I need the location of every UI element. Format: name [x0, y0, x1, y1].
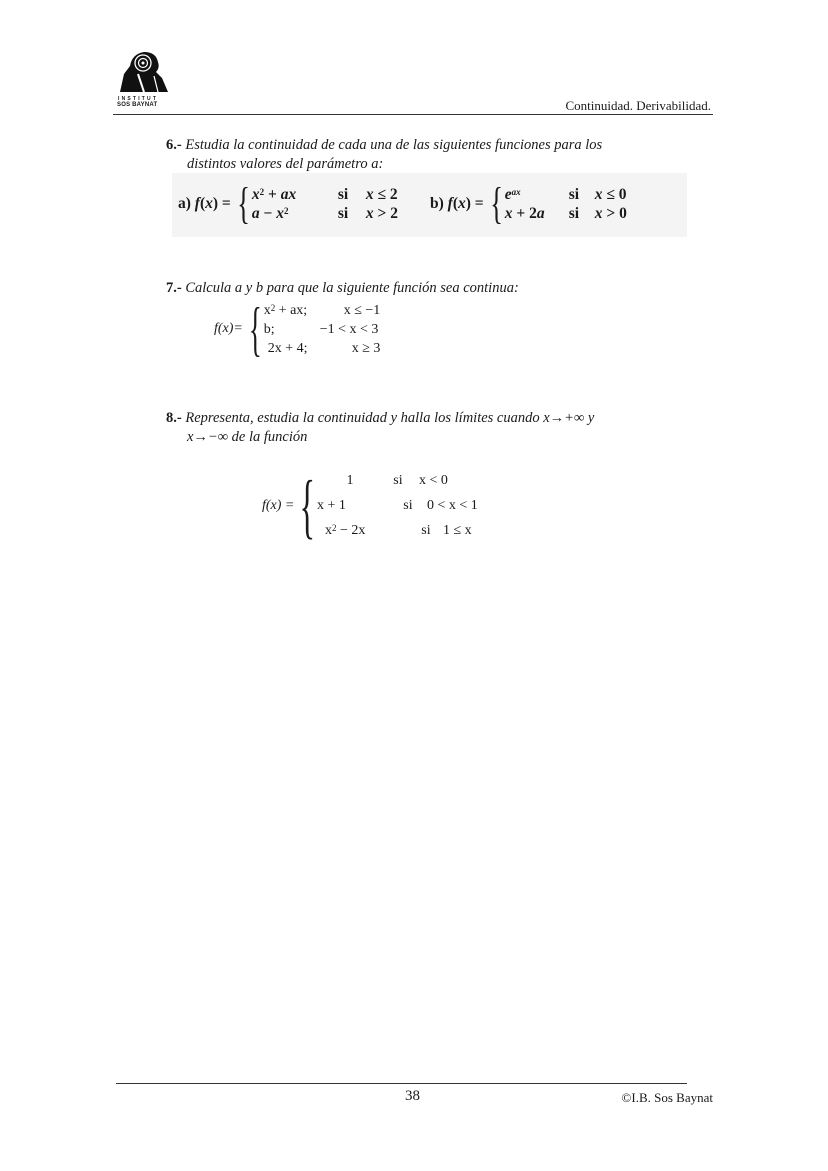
left-brace: {	[299, 465, 316, 546]
exercise-7-formula	[214, 296, 381, 362]
exercise-7-number: 7.-	[166, 280, 182, 296]
formula-label: a) f(x) =	[178, 195, 231, 212]
exercise-8-formula	[262, 465, 478, 546]
logo-text-institut: INSTITUT	[118, 96, 159, 102]
header-divider	[113, 114, 713, 115]
copyright: ©I.B. Sos Baynat	[621, 1090, 713, 1105]
case-row: $x^2$ + ax; x ≤ −1	[263, 302, 381, 318]
formula-label: f(x)=	[214, 321, 243, 336]
exercise-8-number: 8.-	[166, 410, 182, 426]
exercise-8-statement: 8.- Representa, estudia la continuidad y halla los límites cuando x→+∞ y x→−∞ de la función	[166, 410, 595, 445]
exercise-6-number: 6.-	[166, 137, 182, 153]
case-row: $x^2$ + ax si x ≤ 2	[251, 186, 398, 203]
formula-label: f(x) =	[262, 497, 295, 513]
exercise-6a-formula	[178, 179, 398, 228]
case-row: $x^2 - 2x$ si 1 ≤ x	[324, 523, 472, 538]
case-row: 2x + 4; x ≥ 3	[267, 340, 381, 356]
left-brace: {	[248, 296, 262, 362]
exercise-7-statement: 7.- Calcula a y b para que la siguiente función sea continua:	[166, 280, 519, 296]
case-row: $e^{ax}$ si x ≤ 0	[504, 186, 627, 203]
case-row: 1 si x < 0	[346, 473, 448, 488]
page-number: 38	[405, 1088, 420, 1104]
case-row: b; −1 < x < 3	[263, 321, 379, 337]
left-brace: {	[236, 179, 250, 228]
formula-label: b) f(x) =	[430, 195, 484, 212]
left-brace: {	[489, 179, 503, 228]
footer-divider	[116, 1083, 687, 1084]
case-row: x + 2a si x > 0	[504, 205, 627, 222]
case-row: $a - x^2$ si x > 2	[251, 205, 398, 222]
case-row: x + 1 si 0 < x < 1	[316, 498, 478, 513]
snail-rock-logo-icon	[116, 48, 172, 98]
logo-text-sos-baynat: SOS BAYNAT	[117, 102, 158, 108]
exercise-6-statement: 6.- Estudia la continuidad de cada una de las siguientes funciones para los distintos valores del parámetro a:	[166, 137, 603, 172]
chapter-title: Continuidad. Derivabilidad.	[565, 98, 711, 113]
exercise-6b-formula	[430, 179, 627, 228]
